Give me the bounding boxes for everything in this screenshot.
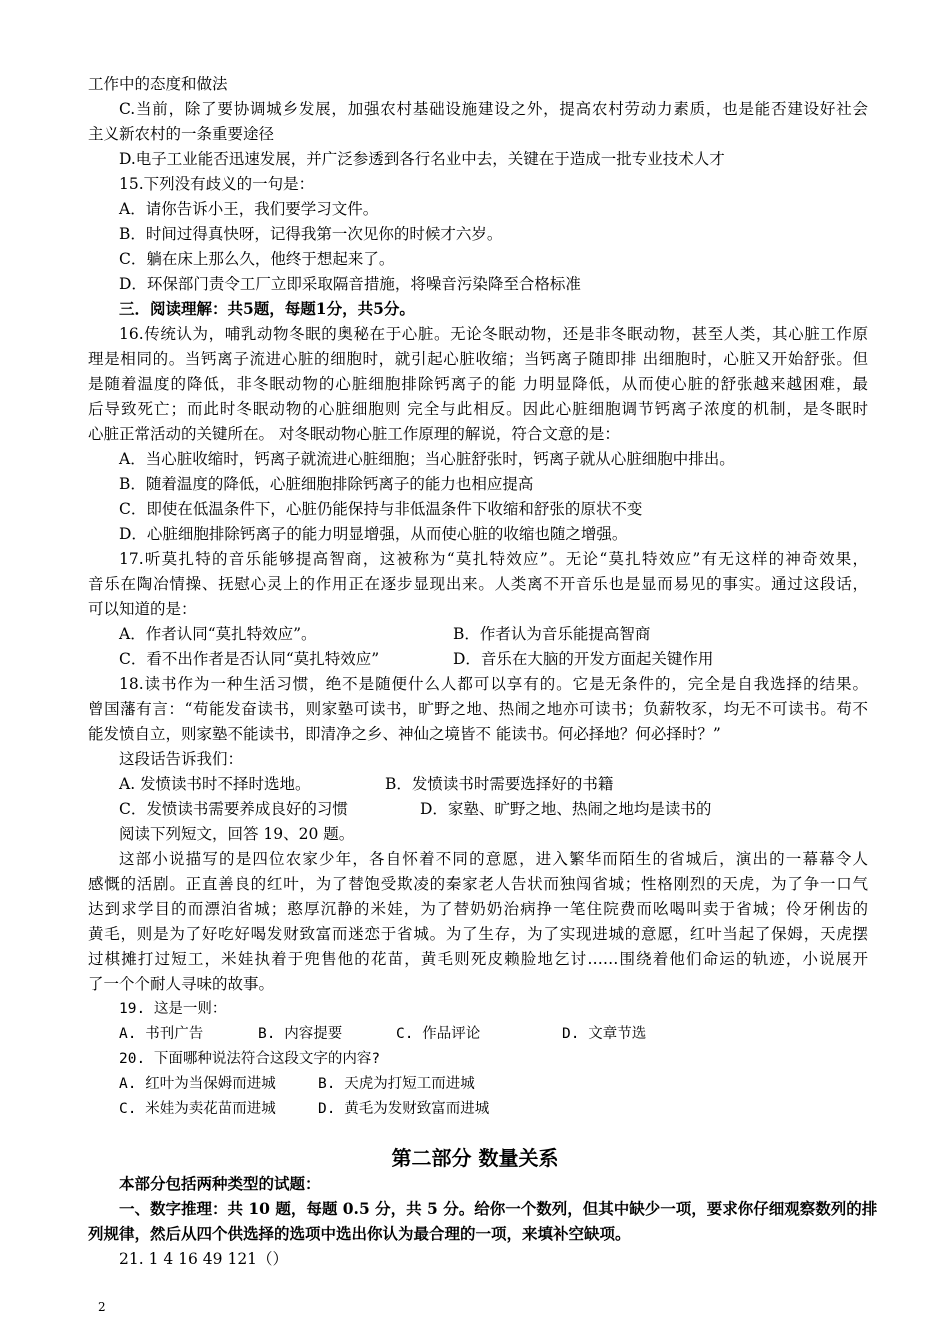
option-d: D．家塾、旷野之地、热闹之地均是读书的 — [420, 800, 712, 818]
option-d: D. 黄毛为发财致富而进城 — [318, 1101, 490, 1117]
option-b: B. 内容提要 — [258, 1026, 343, 1042]
passage-text: 了一个个耐人寻味的故事。 — [88, 975, 275, 993]
option-a: A．当心脏收缩时，钙离子就流进心脏细胞；当心脏舒张时，钙离子就从心脏细胞中排出。 — [119, 450, 735, 468]
passage-text: 感慨的活剧。正直善良的红叶，为了替饱受欺凌的秦家老人告状而独闯省城；性格刚烈的天虎，为了争一口气 — [88, 875, 868, 893]
text-line: 理是相同的。当钙离子流进心脏的细胞时，就引起心脏收缩；当钙离子随即排 出细胞时，心脏又开始舒张。但 — [88, 350, 868, 368]
text-line: C.当前，除了要协调城乡发展，加强农村基础设施建设之外，提高农村劳动力素质，也是能否建设好社会 — [119, 100, 868, 118]
option-d: D．环保部门责令工厂立即采取隔音措施，将噪音污染降至合格标准 — [119, 275, 581, 293]
section-heading: 一、数字推理：共 10 题，每题 0.5 分，共 5 分。给你一个数列，但其中缺少一项，要求你仔细观察数列的排 — [119, 1199, 878, 1218]
option-b: B．作者认为音乐能提高智商 — [453, 625, 651, 643]
question-17: 17.听莫扎特的音乐能够提高智商，这被称为“莫扎特效应”。无论“莫扎特效应”有无这样的神奇效果， — [119, 550, 868, 568]
text-line: 这段话告诉我们： — [119, 750, 244, 768]
passage-text: 过棋摊打过短工，米娃执着于兜售他的花苗，黄毛则死皮赖脸地乞讨……围绕着他们命运的轨迹，小说展开 — [88, 950, 868, 968]
passage-text: 这部小说描写的是四位农家少年，各自怀着不同的意愿，进入繁华而陌生的省城后，演出的一幕幕令人 — [119, 850, 868, 868]
option-c: C．看不出作者是否认同“莫扎特效应” — [119, 650, 380, 668]
option-c: C．发愤读书需要养成良好的习惯 — [119, 800, 348, 818]
option-b: B．时间过得真快呀，记得我第一次见你的时候才六岁。 — [119, 225, 503, 243]
option-c: C. 米娃为卖花苗而进城 — [119, 1101, 276, 1117]
section-heading: 列规律，然后从四个供选择的选项中选出你认为最合理的一项，来填补空缺项。 — [88, 1224, 631, 1243]
text-line: 能发愤自立，则家塾不能读书，即清净之乡、神仙之境皆不 能读书。何必择地？何必择时？” — [88, 725, 721, 743]
question-21: 21. 1 4 16 49 121（） — [119, 1250, 289, 1268]
option-b: B. 天虎为打短工而进城 — [318, 1076, 475, 1092]
text-line: 曾国藩有言：“苟能发奋读书，则家塾可读书，旷野之地、热闹之地亦可读书；负薪牧豕，均无不可读书。苟不 — [88, 700, 868, 718]
section-heading: 三．阅读理解：共5题，每题1分，共5分。 — [119, 299, 415, 318]
option-a: A. 红叶为当保姆而进城 — [119, 1076, 276, 1092]
question-19: 19. 这是一则： — [119, 1001, 227, 1017]
text-line: 音乐在陶冶情操、抚慰心灵上的作用正在逐步显现出来。人类离不开音乐也是显而易见的事实。通过这段话， — [88, 575, 868, 593]
option-b: B．随着温度的降低，心脏细胞排除钙离子的能力也相应提高 — [119, 475, 534, 493]
text-line: D.电子工业能否迅速发展，并广泛参透到各行名业中去，关键在于造成一批专业技术人才 — [119, 150, 725, 168]
text-line: 工作中的态度和做法 — [88, 75, 228, 93]
question-20: 20. 下面哪种说法符合这段文字的内容? — [119, 1051, 381, 1067]
option-d: D. 文章节选 — [562, 1026, 647, 1042]
option-a: A．作者认同“莫扎特效应”。 — [119, 625, 317, 643]
text-line: 可以知道的是： — [88, 600, 197, 618]
option-c: C．躺在床上那么久，他终于想起来了。 — [119, 250, 395, 268]
option-a: A．请你告诉小王，我们要学习文件。 — [119, 200, 379, 218]
passage-text: 达到求学目的而漂泊省城；憨厚沉静的米娃，为了替奶奶治病挣一笔住院费而吆喝叫卖于省城；伶牙俐齿的 — [88, 900, 868, 918]
text-line: 心脏正常活动的关键所在。 对冬眠动物心脏工作原理的解说，符合文意的是： — [88, 425, 620, 443]
option-a: A. 发愤读书时不择时选地。 — [119, 775, 311, 793]
text-line: 阅读下列短文，回答 19、20 题。 — [119, 825, 355, 843]
option-c: C．即使在低温条件下，心脏仍能保持与非低温条件下收缩和舒张的原状不变 — [119, 500, 643, 518]
question-16: 16.传统认为，哺乳动物冬眠的奥秘在于心脏。无论冬眠动物，还是非冬眠动物，甚至人类，其心脏工作原 — [119, 325, 868, 343]
option-c: C. 作品评论 — [396, 1026, 481, 1042]
text-line: 是随着温度的降低，非冬眠动物的心脏细胞排除钙离子的能 力明显降低，从而使心脏的舒张越来越困难，最 — [88, 375, 868, 393]
passage-text: 黄毛，则是为了好吃好喝发财致富而迷恋于省城。为了生存，为了实现进城的意愿，红叶当起了保姆，天虎摆 — [88, 925, 868, 943]
section-intro: 本部分包括两种类型的试题： — [119, 1174, 321, 1193]
part-title: 第二部分 数量关系 — [391, 1146, 559, 1170]
option-d: D．心脏细胞排除钙离子的能力明显增强，从而使心脏的收缩也随之增强。 — [119, 525, 628, 543]
question-18: 18.读书作为一种生活习惯，绝不是随便什么人都可以享有的。它是无条件的，完全是自我选择的结果。 — [119, 675, 868, 693]
text-line: 主义新农村的一条重要途径 — [88, 125, 275, 143]
option-a: A. 书刊广告 — [119, 1026, 204, 1042]
text-line: 后导致死亡；而此时冬眠动物的心脏细胞则 完全与此相反。因此心脏细胞调节钙离子浓度的机制，是冬眠时 — [88, 400, 868, 418]
page-number: 2 — [98, 1300, 106, 1314]
question-15: 15.下列没有歧义的一句是： — [119, 175, 315, 193]
option-b: B．发愤读书时需要选择好的书籍 — [385, 775, 614, 793]
option-d: D．音乐在大脑的开发方面起关键作用 — [453, 650, 714, 668]
